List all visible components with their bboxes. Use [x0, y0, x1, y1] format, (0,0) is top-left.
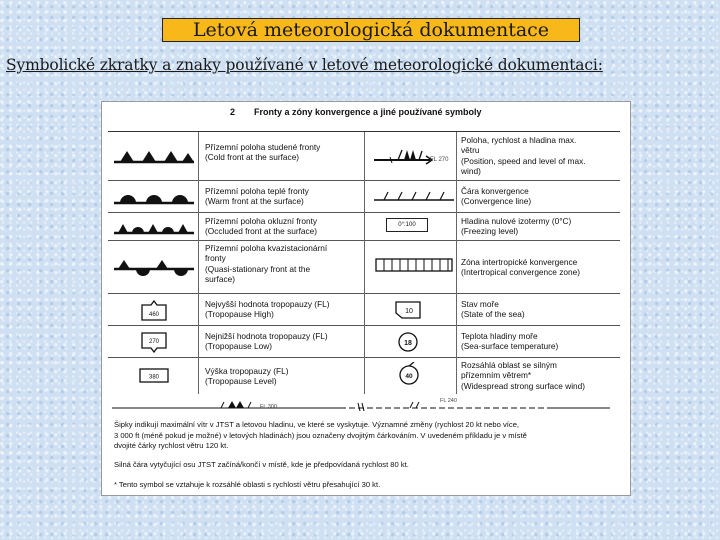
footnote-asterisk: * Tento symbol se vztahuje k rozsáhlé oblasti s rychlostí větru přesahující 30 kt.: [114, 480, 381, 489]
left-label: Nejnižší hodnota tropopauzy (FL) (Tropopause Low): [205, 331, 328, 352]
section-title: Fronty a zóny konvergence a jiné používané symboly: [254, 107, 482, 117]
left-label: Přízemní poloha teplé fronty (Warm front at the surface): [205, 186, 309, 207]
section-number: 2: [230, 107, 236, 117]
right-label: Zóna intertropické konvergence (Intertropical convergence zone): [461, 257, 580, 278]
freezing-level-badge: 0°:100: [386, 218, 428, 232]
tropopause-high-icon: [140, 300, 168, 322]
left-label: Výška tropopauzy (FL) (Tropopause Level): [205, 366, 289, 387]
section-header: [102, 105, 630, 125]
left-label: Přízemní poloha kvazistacionární fronty (Quasi-stationary front at the surface): [205, 243, 328, 285]
strong-wind-icon: [396, 362, 422, 386]
jet-stream-icon: [372, 147, 456, 169]
column-divider: [198, 132, 199, 394]
strong-wind-value: 40: [405, 373, 413, 380]
right-label: Stav moře (State of the sea): [461, 299, 525, 320]
itcz-icon: [374, 255, 454, 277]
footnote-jet-axis: Silná čára vytyčující osu JTST začíná/končí v místě, kde je předpovídaná rychlost 80 kt.: [114, 460, 409, 469]
jet-stream-example: [110, 398, 622, 417]
convergence-line-icon: [372, 188, 456, 208]
jet-level-right: FL 240: [440, 398, 457, 404]
sea-state-icon: [394, 299, 422, 321]
left-label: Nejvyšší hodnota tropopauzy (FL) (Tropopause High): [205, 299, 330, 320]
cold-front-icon: [112, 146, 196, 166]
warm-front-icon: [112, 187, 196, 207]
column-divider: [456, 132, 457, 394]
right-label: Teplota hladiny moře (Sea-surface temperature): [461, 331, 559, 352]
slide-subtitle: Symbolické zkratky a znaky používané v letové meteorologické dokumentaci:: [6, 56, 603, 74]
stationary-front-icon: [112, 257, 196, 281]
slide-title: Letová meteorologická dokumentace: [162, 18, 580, 42]
tropopause-level-value: 380: [148, 374, 160, 381]
tropopause-low-value: 270: [148, 339, 160, 345]
jet-level-label: FL 270: [430, 157, 449, 163]
jet-level-left: FL 300: [260, 404, 277, 410]
symbols-table: [108, 131, 620, 394]
sea-temperature-icon: [396, 331, 420, 353]
left-label: Přízemní poloha studené fronty (Cold front at the surface): [205, 142, 321, 163]
footnote-arrows: Šipky indikují maximální vítr v JTST a letovou hladinu, ve které se vyskytuje. Významné změny (rychlost 20 kt nebo více, 3 000 ft (méně pokud je možné) v letových hladinách) jsou označeny dvojitým čárkováním. V uvedeném příkladu je v místě dvojité čárky rychlost větru 120 kt.: [114, 420, 527, 451]
right-label: Rozsáhlá oblast se silným přízemním větrem* (Widespread strong surface wind): [461, 360, 586, 391]
tropopause-high-value: 460: [148, 312, 160, 318]
right-label: Poloha, rychlost a hladina max. větru (Position, speed and level of max. wind): [461, 135, 586, 177]
left-label: Přízemní poloha okluzní fronty (Occluded front at the surface): [205, 216, 318, 237]
tropopause-level-icon: [138, 367, 170, 385]
freezing-level-icon: [386, 218, 428, 232]
occluded-front-icon: [112, 217, 196, 237]
document-scan: [101, 101, 631, 496]
right-label: Čára konvergence (Convergence line): [461, 186, 532, 207]
sea-state-value: 10: [405, 308, 413, 315]
right-label: Hladina nulové izotermy (0°C) (Freezing level): [461, 216, 572, 237]
sea-temperature-value: 18: [404, 340, 412, 347]
tropopause-low-icon: [140, 331, 168, 353]
column-divider: [364, 132, 365, 394]
